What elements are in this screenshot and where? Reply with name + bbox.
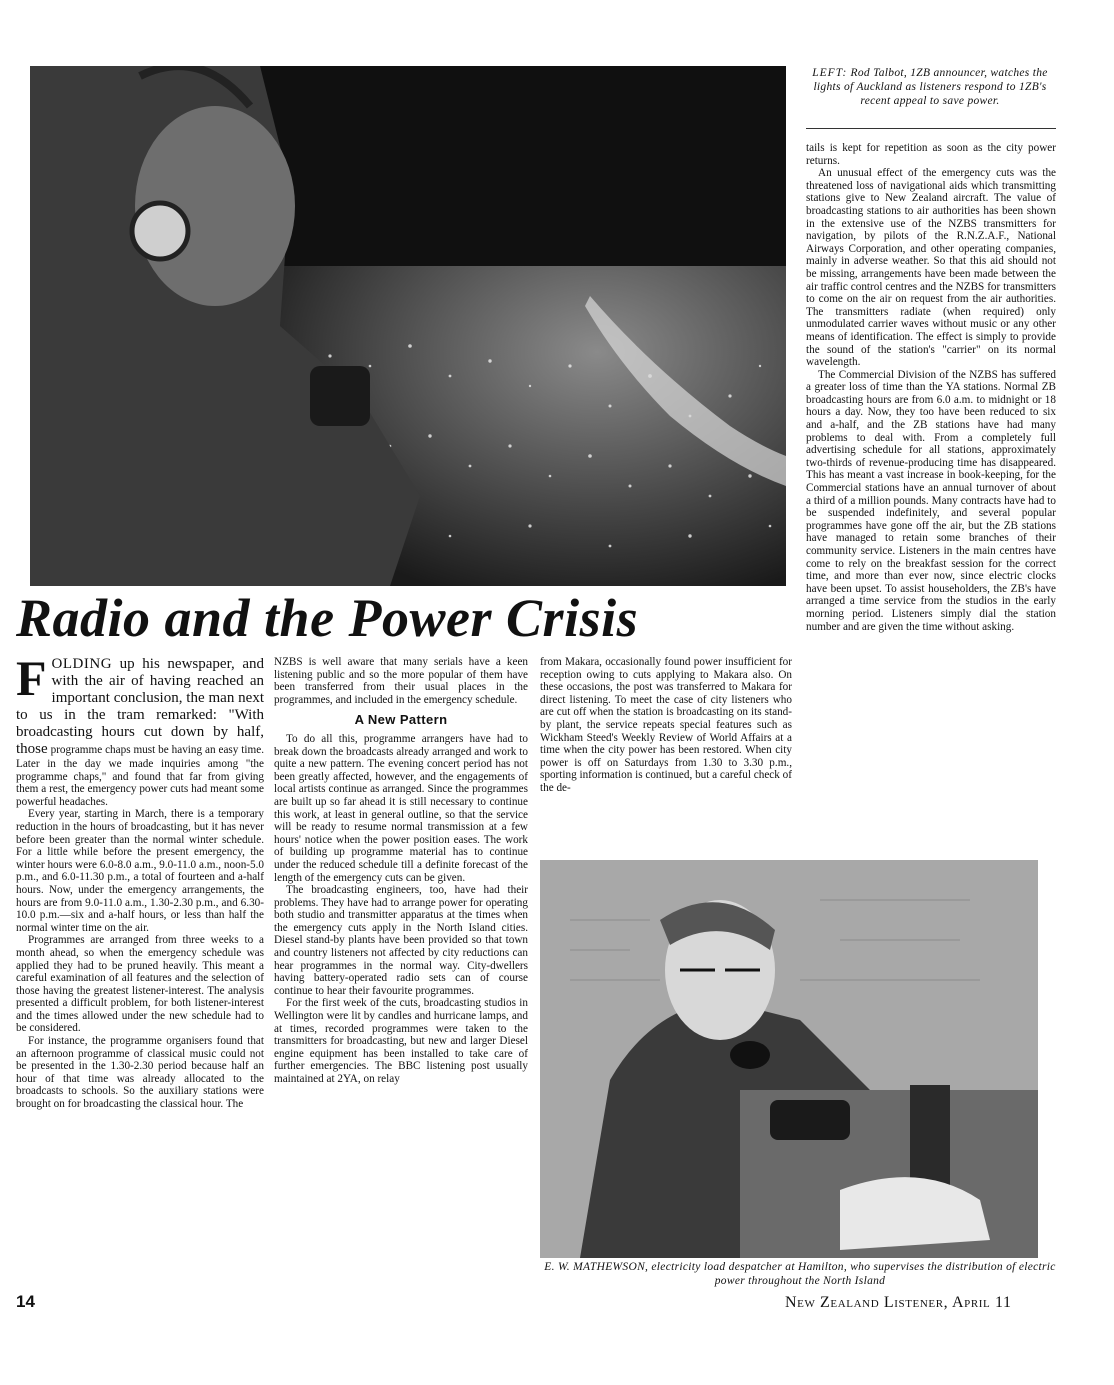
- opening-rest: programme chaps must be having an easy time. Later in the day we made inquiries among "the programme chaps," and found that far from giving them a rest, the emergency power cuts had meant some powerful headaches.: [16, 744, 264, 808]
- subheading-new-pattern: A New Pattern: [354, 712, 448, 728]
- page-number: 14: [16, 1292, 35, 1311]
- right-paragraph-1: tails is kept for repetition as soon as the city power returns.: [806, 142, 1056, 167]
- drop-cap: F: [16, 650, 47, 706]
- col2-paragraph-1: To do all this, programme arrangers have had to break down the broadcasts already arranged and work to quite a new pattern. The evening concert period has not been greatly affected, however, and the engagements of local artists continue as arranged. Since the programmes are built up so far ahead it is still necessary to continue this work, at least in general outline, so that the service will be ready to resume normal transmission at a few hours' notice when the power position eases. The work of building up programme material has to continue under the reduced schedule till a definite forecast of the length of the emergency cuts can be given.: [274, 732, 528, 884]
- col2-paragraph-3: For the first week of the cuts, broadcasting studios in Wellington were lit by candles and hurricane lamps, and at times, recorded programmes were taken to the transmitters for broadcasting, but new and larger Diesel engine equipment has been installed to take care of further emergencies. The BBC listening post usually maintained at 2YA, on relay: [274, 997, 528, 1085]
- right-paragraph-2: An unusual effect of the emergency cuts was the threatened loss of navigational aids which transmitting stations give to New Zealand aircraft. The value of broadcasting stations to air authorities has been shown in the extensive use of the NZBS transmitters for navigation, by pilots of the R.N.Z.A.F., National Airways Corporation, and other operating companies, mainly in adverse weather. So that this aid should not be missing, arrangements have been made between the air traffic control centres and the NZBS for transmitters to come on the air on request from the air authorities. The transmitters radiate (when required) only unmodulated carrier waves without music or any other means of identification. The effect is simply to provide the sound of the station's "carrier" on its normal wavelength.: [806, 167, 1056, 369]
- opening-caps: OLDING: [51, 656, 113, 672]
- col2-paragraph-2: The broadcasting engineers, too, have had their problems. They have had to arrange power for operating both studio and transmitter apparatus at the times when the emergency cuts apply in the North Island cities. Diesel stand-by plants have been provided so that town and country listeners not affected by city reductions can hear programmes in the normal way. City-dwellers having battery-operated radio sets can of course continue to hear their favourite programmes.: [274, 884, 528, 997]
- caption-bottom: E. W. MATHEWSON, electricity load despatcher at Hamilton, who supervises the distribution of electric power throughout the North Island: [544, 1261, 1056, 1287]
- col3-paragraph-1: from Makara, occasionally found power insufficient for reception owing to cuts applying to Makara also. On these occasions, the post was transferred to Makara for direct listening. To meet the case of city listeners who are cut off when the station is broadcasting on its stand-by plant, the service repeats special features such as Wickham Steed's Weekly Review of World Affairs at a time when the city power has been restored. When city power is off on Saturdays from 1.30 to 3.30 p.m., sporting information is continued, but a careful check of the de-: [540, 656, 792, 794]
- magazine-title-date: New Zealand Listener, April 11: [785, 1294, 1012, 1311]
- photo-announcer-city-lights: [30, 66, 786, 586]
- caption-top-lead: LEFT:: [812, 67, 848, 79]
- col1-paragraph-3: Programmes are arranged from three weeks to a month ahead, so when the emergency schedule was applied they had to be pruned heavily. This meant a careful examination of all features and the selection of those having the greatest listener-interest. The analysis presented a difficult problem, for both listener-interest and the times allowed under the new schedule had to be considered.: [16, 934, 264, 1035]
- col1-paragraph-2: Every year, starting in March, there is a temporary reduction in the hours of broadcasting, but it has never before been greater than the normal winter schedule. For a little while before the present emergency, the winter hours were 6.0-8.0 a.m., 9.0-11.0 a.m., noon-5.0 p.m., and 6.0-11.30 p.m., a total of fourteen and a-half hours. Now, under the emergency arrangements, the hours are from 9.0-11.0 a.m., 1.30-2.30 p.m., and 6.30-10.0 p.m.—six and a-half hours, or less than half the normal winter time on the air.: [16, 808, 264, 934]
- headline: Radio and the Power Crisis: [16, 588, 639, 648]
- caption-divider: [806, 128, 1056, 129]
- opening-lead: up his newspaper, and with the air of having reached an important conclusion, the man next to us in the tram remarked: "With broadcasting hours cut down by half, those: [16, 656, 264, 757]
- col2-intro: NZBS is well aware that many serials have a keen listening public and so the more popular of them have been transferred from their usual places in the programmes, and included in the emergency schedule.: [274, 656, 528, 706]
- right-paragraph-3: The Commercial Division of the NZBS has suffered a greater loss of time than the YA stations. Normal ZB broadcasting hours are from 6.0 a.m. to midnight or 18 hours a day. Now, they too have been reduced to six and a-half, and the ZB stations have had many problems to deal with. From a completely full advertising schedule for all stations, approximately two-thirds of revenue-producing time has disappeared. This has meant a vast increase in book-keeping, for the Commercial stations have an annual turnover of about a third of a million pounds. Many contracts have had to be suspended indefinitely, and several popular programmes have gone off the air, but the ZB stations have managed to retain some branches of their community service. Listeners in the main centres have come to rely on the breakfast session for the correct time, and more than ever now, since electric clocks have been upset. To assist householders, the ZB's have arranged a time service from the studios in the early morning period. Listeners simply dial the station number and are given the time without asking.: [806, 368, 1056, 633]
- col1-paragraph-4: For instance, the programme organisers found that an afternoon programme of classical music could not be presented in the 1.30-2.30 period because half an hour of that time was already allocated to the broadcasts to schools. So the auxiliary stations were brought on for broadcasting the classical hour. The: [16, 1035, 264, 1111]
- column-3: [540, 656, 792, 795]
- caption-top: [803, 66, 1057, 108]
- opening-paragraph: [16, 650, 264, 808]
- column-2: [274, 656, 528, 1086]
- photo-load-despatcher: [540, 860, 1038, 1258]
- column-1: [16, 650, 264, 1111]
- caption-top-text: Rod Talbot, 1ZB announcer, watches the lights of Auckland as listeners respond to 1ZB's recent appeal to save power.: [813, 67, 1048, 107]
- right-column: [806, 142, 1056, 633]
